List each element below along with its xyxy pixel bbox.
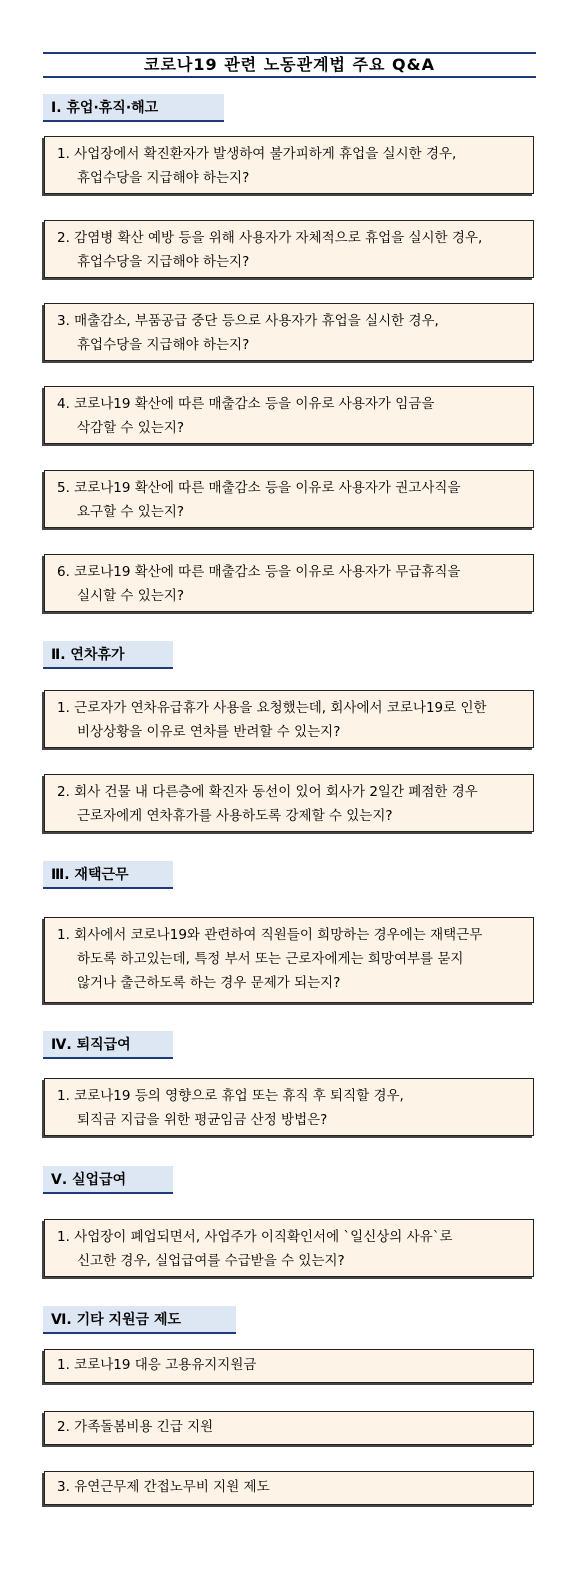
page-title: 코로나19 관련 노동관계법 주요 Q&A	[43, 52, 536, 78]
question-line: 퇴직금 지급을 위한 평균임금 산정 방법은?	[77, 1112, 328, 1128]
question-1-2[interactable]	[44, 220, 534, 278]
question-6-3[interactable]	[44, 1471, 534, 1505]
question-line: 1. 코로나19 대응 고용유지지원금	[57, 1357, 257, 1373]
question-line: 1. 근로자가 연차유급휴가 사용을 요청했는데, 회사에서 코로나19로 인한	[57, 700, 487, 716]
question-3-1[interactable]	[44, 917, 534, 1003]
section-heading-3: Ⅲ. 재택근무	[43, 861, 173, 889]
question-5-1[interactable]	[44, 1219, 534, 1277]
question-line: 신고한 경우, 실업급여를 수급받을 수 있는지?	[77, 1253, 345, 1269]
question-line: 3. 매출감소, 부품공급 중단 등으로 사용자가 휴업을 실시한 경우,	[57, 313, 439, 329]
question-line: 1. 사업장에서 확진환자가 발생하여 불가피하게 휴업을 실시한 경우,	[57, 146, 457, 162]
section-heading-4: Ⅳ. 퇴직급여	[43, 1031, 173, 1059]
question-line: 비상상황을 이유로 연차를 반려할 수 있는지?	[77, 724, 341, 740]
question-line: 휴업수당을 지급해야 하는지?	[77, 254, 250, 270]
question-line: 2. 회사 건물 내 다른층에 확진자 동선이 있어 회사가 2일간 폐점한 경우	[57, 784, 478, 800]
question-line: 휴업수당을 지급해야 하는지?	[77, 337, 250, 353]
question-line: 2. 가족돌봄비용 긴급 지원	[57, 1419, 214, 1435]
question-line: 요구할 수 있는지?	[77, 504, 185, 520]
question-1-4[interactable]	[44, 386, 534, 444]
question-line: 휴업수당을 지급해야 하는지?	[77, 170, 250, 186]
question-line: 4. 코로나19 확산에 따른 매출감소 등을 이유로 사용자가 임금을	[57, 396, 435, 412]
question-line: 않거나 출근하도록 하는 경우 문제가 되는지?	[77, 975, 341, 991]
question-line: 1. 코로나19 등의 영향으로 휴업 또는 휴직 후 퇴직할 경우,	[57, 1088, 404, 1104]
section-heading-2: Ⅱ. 연차휴가	[43, 641, 173, 669]
question-6-1[interactable]	[44, 1349, 534, 1383]
question-line: 6. 코로나19 확산에 따른 매출감소 등을 이유로 사용자가 무급휴직을	[57, 564, 461, 580]
question-line: 1. 회사에서 코로나19와 관련하여 직원들이 희망하는 경우에는 재택근무	[57, 927, 483, 943]
question-line: 삭감할 수 있는지?	[77, 420, 185, 436]
question-line: 3. 유연근무제 간접노무비 지원 제도	[57, 1479, 270, 1495]
question-line: 1. 사업장이 폐업되면서, 사업주가 이직확인서에 `일신상의 사유`로	[57, 1229, 453, 1245]
section-heading-6: Ⅵ. 기타 지원금 제도	[43, 1306, 236, 1334]
question-2-1[interactable]	[44, 690, 534, 748]
question-line: 하도록 하고있는데, 특정 부서 또는 근로자에게는 희망여부를 묻지	[77, 951, 464, 967]
question-line: 5. 코로나19 확산에 따른 매출감소 등을 이유로 사용자가 권고사직을	[57, 480, 461, 496]
question-line: 2. 감염병 확산 예방 등을 위해 사용자가 자체적으로 휴업을 실시한 경우,	[57, 230, 483, 246]
question-1-1[interactable]	[44, 136, 534, 194]
question-line: 근로자에게 연차휴가를 사용하도록 강제할 수 있는지?	[77, 808, 393, 824]
question-1-5[interactable]	[44, 470, 534, 528]
question-2-2[interactable]	[44, 774, 534, 832]
question-4-1[interactable]	[44, 1078, 534, 1136]
question-6-2[interactable]	[44, 1411, 534, 1445]
section-heading-5: Ⅴ. 실업급여	[43, 1166, 173, 1194]
question-line: 실시할 수 있는지?	[77, 588, 185, 604]
section-heading-1: Ⅰ. 휴업·휴직·해고	[43, 94, 224, 122]
question-1-6[interactable]	[44, 554, 534, 612]
question-1-3[interactable]	[44, 303, 534, 361]
